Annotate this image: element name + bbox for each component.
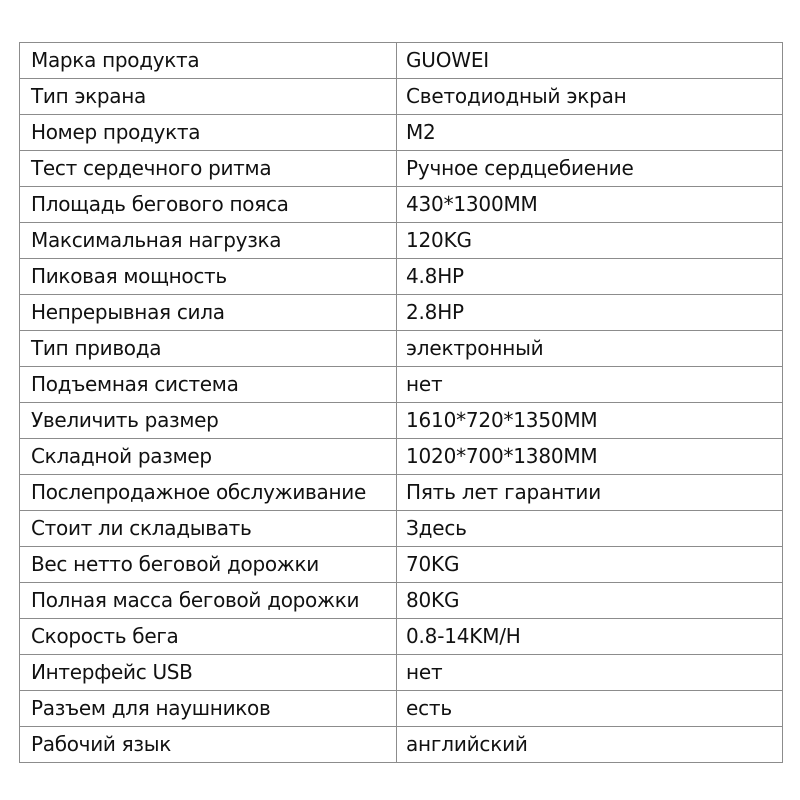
table-row — [20, 547, 783, 583]
param-cell: Максимальная нагрузка — [20, 223, 397, 259]
param-cell: Послепродажное обслуживание — [20, 475, 397, 511]
table-row — [20, 223, 783, 259]
value-cell: GUOWEI — [397, 43, 783, 79]
table-row — [20, 727, 783, 763]
param-cell: Площадь бегового пояса — [20, 187, 397, 223]
param-cell: Марка продукта — [20, 43, 397, 79]
param-cell: Номер продукта — [20, 115, 397, 151]
table-row — [20, 583, 783, 619]
table-row — [20, 295, 783, 331]
param-cell: Интерфейс USB — [20, 655, 397, 691]
table-row — [20, 187, 783, 223]
value-cell: 4.8HP — [397, 259, 783, 295]
value-cell: нет — [397, 367, 783, 403]
value-cell: есть — [397, 691, 783, 727]
value-cell: 430*1300MM — [397, 187, 783, 223]
value-cell: 70KG — [397, 547, 783, 583]
table-row — [20, 115, 783, 151]
param-cell: Полная масса беговой дорожки — [20, 583, 397, 619]
value-cell: 1020*700*1380MM — [397, 439, 783, 475]
table-row — [20, 655, 783, 691]
table-row — [20, 331, 783, 367]
param-cell: Тип привода — [20, 331, 397, 367]
param-cell: Скорость бега — [20, 619, 397, 655]
table-row — [20, 79, 783, 115]
value-cell: 1610*720*1350MM — [397, 403, 783, 439]
param-cell: Пиковая мощность — [20, 259, 397, 295]
table-row — [20, 151, 783, 187]
table-row — [20, 43, 783, 79]
param-cell: Тип экрана — [20, 79, 397, 115]
value-cell: нет — [397, 655, 783, 691]
value-cell: M2 — [397, 115, 783, 151]
table-row — [20, 367, 783, 403]
value-cell: английский — [397, 727, 783, 763]
param-cell: Подъемная система — [20, 367, 397, 403]
table-row — [20, 511, 783, 547]
param-cell: Вес нетто беговой дорожки — [20, 547, 397, 583]
value-cell: 80KG — [397, 583, 783, 619]
param-cell: Стоит ли складывать — [20, 511, 397, 547]
param-cell: Непрерывная сила — [20, 295, 397, 331]
spec-table — [19, 42, 783, 763]
param-cell: Тест сердечного ритма — [20, 151, 397, 187]
table-row — [20, 259, 783, 295]
value-cell: Светодиодный экран — [397, 79, 783, 115]
table-row — [20, 439, 783, 475]
table-row — [20, 475, 783, 511]
param-cell: Увеличить размер — [20, 403, 397, 439]
value-cell: 2.8HP — [397, 295, 783, 331]
spec-table-body — [20, 43, 783, 763]
value-cell: электронный — [397, 331, 783, 367]
value-cell: Пять лет гарантии — [397, 475, 783, 511]
value-cell: 120KG — [397, 223, 783, 259]
param-cell: Рабочий язык — [20, 727, 397, 763]
param-cell: Складной размер — [20, 439, 397, 475]
value-cell: Ручное сердцебиение — [397, 151, 783, 187]
table-row — [20, 691, 783, 727]
param-cell: Разъем для наушников — [20, 691, 397, 727]
table-row — [20, 403, 783, 439]
value-cell: Здесь — [397, 511, 783, 547]
value-cell: 0.8-14KM/H — [397, 619, 783, 655]
table-row — [20, 619, 783, 655]
